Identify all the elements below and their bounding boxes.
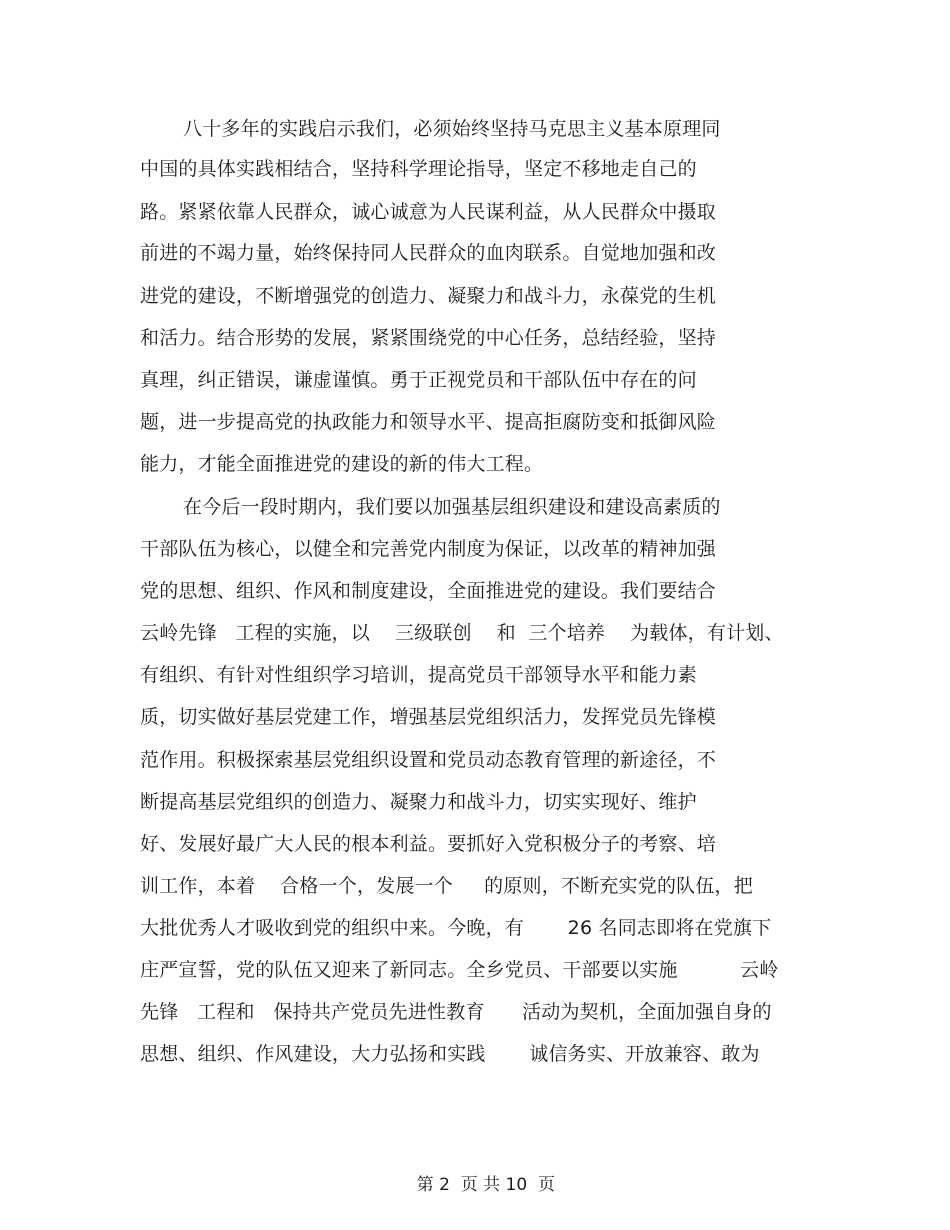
text-line: 大批优秀人才吸收到党的组织中来。今晚，有 26 名同志即将在党旗下 [140, 917, 772, 939]
text-line: 先锋 工程和 保持共产党员先进性教育 活动为契机，全面加强自身的 [140, 1001, 772, 1023]
text-line: 能力，才能全面推进党的建设的新的伟大工程。 [140, 453, 544, 475]
text-line: 训工作，本着 合格一个，发展一个 的原则，不断充实党的队伍，把 [140, 875, 753, 897]
text-line: 真理，纠正错误，谦虚谨慎。勇于正视党员和干部队伍中存在的问 [140, 369, 697, 391]
text-line: 前进的不竭力量，始终保持同人民群众的血肉联系。自觉地加强和改 [140, 242, 717, 264]
text-line: 好、发展好最广大人民的根本利益。要抓好入党积极分子的考察、培 [140, 833, 717, 855]
text-line: 八十多年的实践启示我们，必须始终坚持马克思主义基本原理同 [183, 118, 721, 140]
text-line: 在今后一段时期内，我们要以加强基层组织建设和建设高素质的 [183, 496, 721, 518]
text-line: 进党的建设，不断增强党的创造力、凝聚力和战斗力，永葆党的生机 [140, 285, 717, 307]
text-line: 和活力。结合形势的发展，紧紧围绕党的中心任务，总结经验，坚持 [140, 327, 717, 349]
text-line: 干部队伍为核心，以健全和完善党内制度为保证，以改革的精神加强 [140, 538, 717, 560]
text-line: 思想、组织、作风建设，大力弘扬和实践 诚信务实、开放兼容、敢为 [140, 1043, 760, 1065]
page-footer [0, 1152, 950, 1218]
text-line: 庄严宣誓，党的队伍又迎来了新同志。全乡党员、干部要以实施 云岭 [140, 959, 779, 981]
text-line: 路。紧紧依靠人民群众，诚心诚意为人民谋利益，从人民群众中摄取 [140, 201, 717, 223]
text-line: 中国的具体实践相结合，坚持科学理论指导，坚定不移地走自己的 [140, 158, 697, 180]
text-line: 题，进一步提高党的执政能力和领导水平、提高拒腐防变和抵御风险 [140, 411, 717, 433]
text-line: 党的思想、组织、作风和制度建设，全面推进党的建设。我们要结合 [140, 580, 717, 602]
text-line: 云岭先锋 工程的实施，以 三级联创 和 三个培养 为载体，有计划、 [140, 622, 784, 644]
text-line: 断提高基层党组织的创造力、凝聚力和战斗力，切实实现好、维护 [140, 791, 697, 813]
text-line: 质，切实做好基层党建工作，增强基层党组织活力，发挥党员先锋模 [140, 706, 717, 728]
text-line: 有组织、有针对性组织学习培训，提高党员干部领导水平和能力素 [140, 664, 697, 686]
text-line: 范作用。积极探索基层党组织设置和党员动态教育管理的新途径，不 [140, 749, 717, 771]
page-number-label: 第 2 页 共 10 页 [416, 1175, 555, 1195]
